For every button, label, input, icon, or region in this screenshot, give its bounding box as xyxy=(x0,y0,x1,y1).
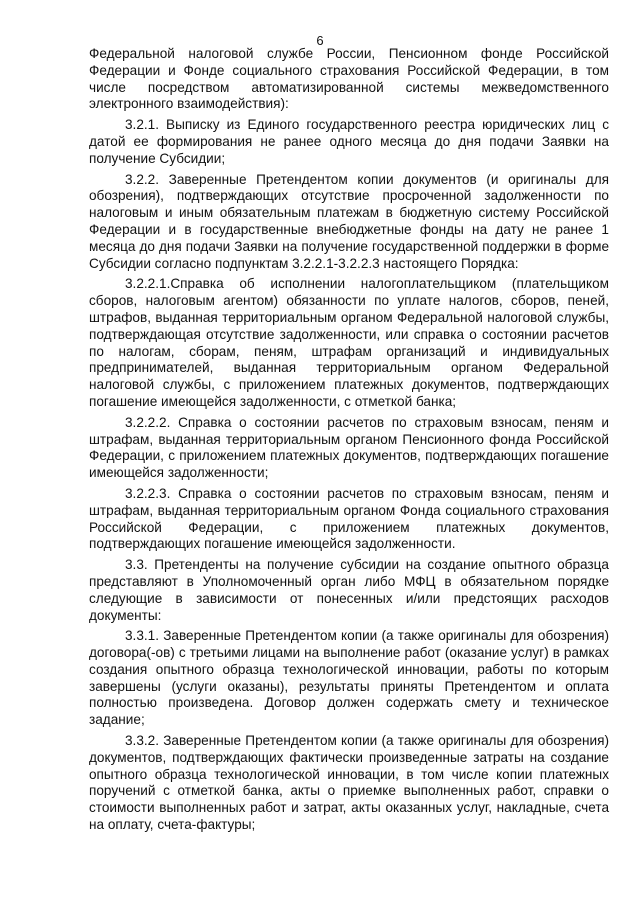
page-number: 6 xyxy=(316,33,324,48)
paragraph: 3.2.1. Выписку из Единого государственного реестра юридических лиц с датой ее формирования не ранее одного месяца до дня подачи Заявки на получение Субсидии; xyxy=(89,117,609,166)
paragraph: Федеральной налоговой службе России, Пенсионном фонде Российской Федерации и Фонде социального страхования Российской Федерации, в том числе посредством автоматизированной системы межведомственного электронного взаимодействия): xyxy=(89,46,609,112)
paragraph: 3.2.2.2. Справка о состоянии расчетов по страховым взносам, пеням и штрафам, выданная территориальным органом Пенсионного фонда Российской Федерации, с приложением платежных документов, подтверждающих погашение имеющейся задолженности; xyxy=(89,414,609,481)
paragraph: 3.2.2.3. Справка о состоянии расчетов по страховым взносам, пеням и штрафам, выданная территориальным органом Фонда социального страхования Российской Федерации, с приложением платежных документов, подтверждающих погашение имеющейся задолженности. xyxy=(89,485,609,552)
paragraph: 3.2.2.1.Справка об исполнении налогоплательщиком (плательщиком сборов, налоговым агентом) обязанности по уплате налогов, сборов, пеней, штрафов, выданная территориальным органом Федеральной налоговой службы, подтверждающая отсутствие задолженности, или справка о состоянии расчетов по налогам, сборам, пеням, штрафам организаций и индивидуальных предпринимателей, выданная территориальным органом Федеральной налоговой службы, с приложением платежных документов, подтверждающих погашение имеющейся задолженности, с отметкой банка; xyxy=(89,276,609,409)
paragraph: 3.2.2. Заверенные Претендентом копии документов (и оригиналы для обозрения), подтверждающих отсутствие просроченной задолженности по налоговым и иным обязательным платежам в бюджетную систему Российской Федерации и в государственные внебюджетные фонды на дату не ранее 1 месяца до дня подачи Заявки на получение государственной поддержки в форме Субсидии согласно подпунктам 3.2.2.1-3.2.2.3 настоящего Порядка: xyxy=(89,171,609,271)
document-body xyxy=(89,46,609,838)
paragraph: 3.3.1. Заверенные Претендентом копии (а также оригиналы для обозрения) договора(-ов) с третьими лицами на выполнение работ (оказание услуг) в рамках создания опытного образца технологической инновации, работы по которым завершены (услуги оказаны), результаты приняты Претендентом и оплата полностью произведена. Договор должен содержать смету и техническое задание; xyxy=(89,628,609,728)
paragraph: 3.3. Претенденты на получение субсидии на создание опытного образца представляют в Уполномоченный орган либо МФЦ в обязательном порядке следующие в зависимости от понесенных и/или предстоящих расходов документы: xyxy=(89,557,609,623)
paragraph: 3.3.2. Заверенные Претендентом копии (а также оригиналы для обозрения) документов, подтверждающих фактически произведенные затраты на создание опытного образца технологической инновации, в том числе копии платежных поручений с отметкой банка, акты о приемке выполненных работ, справки о стоимости выполненных работ и затрат, акты оказанных услуг, накладные, счета на оплату, счета-фактуры; xyxy=(89,733,609,833)
